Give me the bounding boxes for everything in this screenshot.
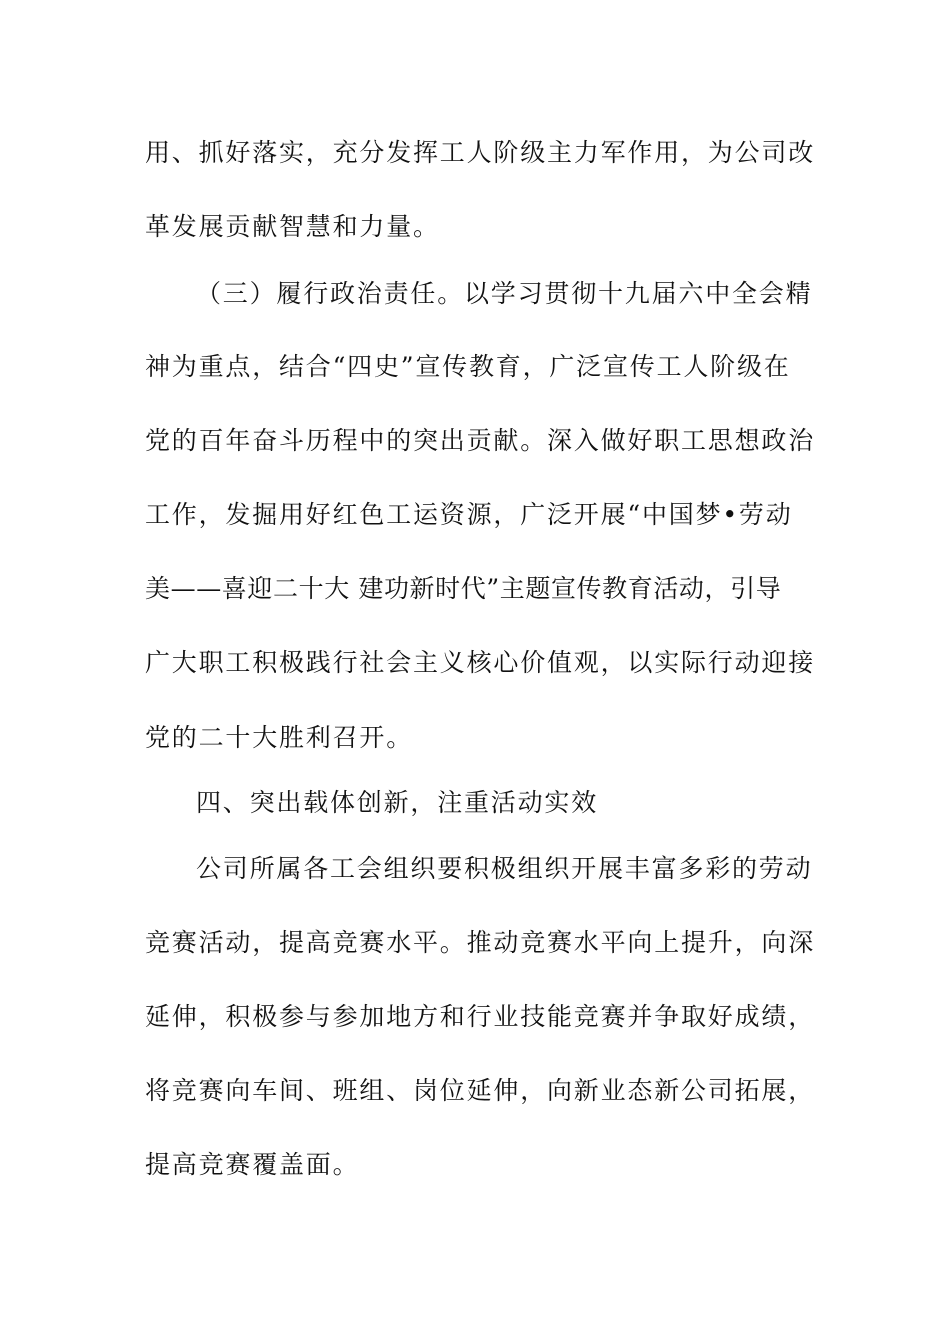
body-text-line: 党的二十大胜利召开。 [145,723,414,752]
body-text-line: 广大职工积极践行社会主义核心价值观，以实际行动迎接 [145,648,816,677]
section-heading-3: （三）履行政治责任。以学习贯彻十九届六中全会精 [196,279,813,308]
body-text-line: 延伸，积极参与参加地方和行业技能竞赛并争取好成绩， [145,1002,816,1031]
body-text-line: 美——喜迎二十大 建功新时代”主题宣传教育活动，引导 [145,574,782,603]
body-text-line: 革发展贡献智慧和力量。 [145,212,440,241]
body-text-line: 公司所属各工会组织要积极组织开展丰富多彩的劳动 [196,854,813,883]
body-text-line: 党的百年奋斗历程中的突出贡献。深入做好职工思想政治 [145,426,816,455]
body-text-line: 用、抓好落实，充分发挥工人阶级主力军作用，为公司改 [145,138,816,167]
body-text-line: 工作，发掘用好红色工运资源，广泛开展“中国梦•劳动 [145,500,793,529]
body-text-line: 将竞赛向车间、班组、岗位延伸，向新业态新公司拓展， [145,1076,816,1105]
body-text-line: 神为重点，结合“四史”宣传教育，广泛宣传工人阶级在 [145,352,791,381]
section-heading-4: 四、突出载体创新，注重活动实效 [196,788,599,817]
body-text-line: 竞赛活动，提高竞赛水平。推动竞赛水平向上提升，向深 [145,928,816,957]
body-text-line: 提高竞赛覆盖面。 [145,1150,360,1179]
